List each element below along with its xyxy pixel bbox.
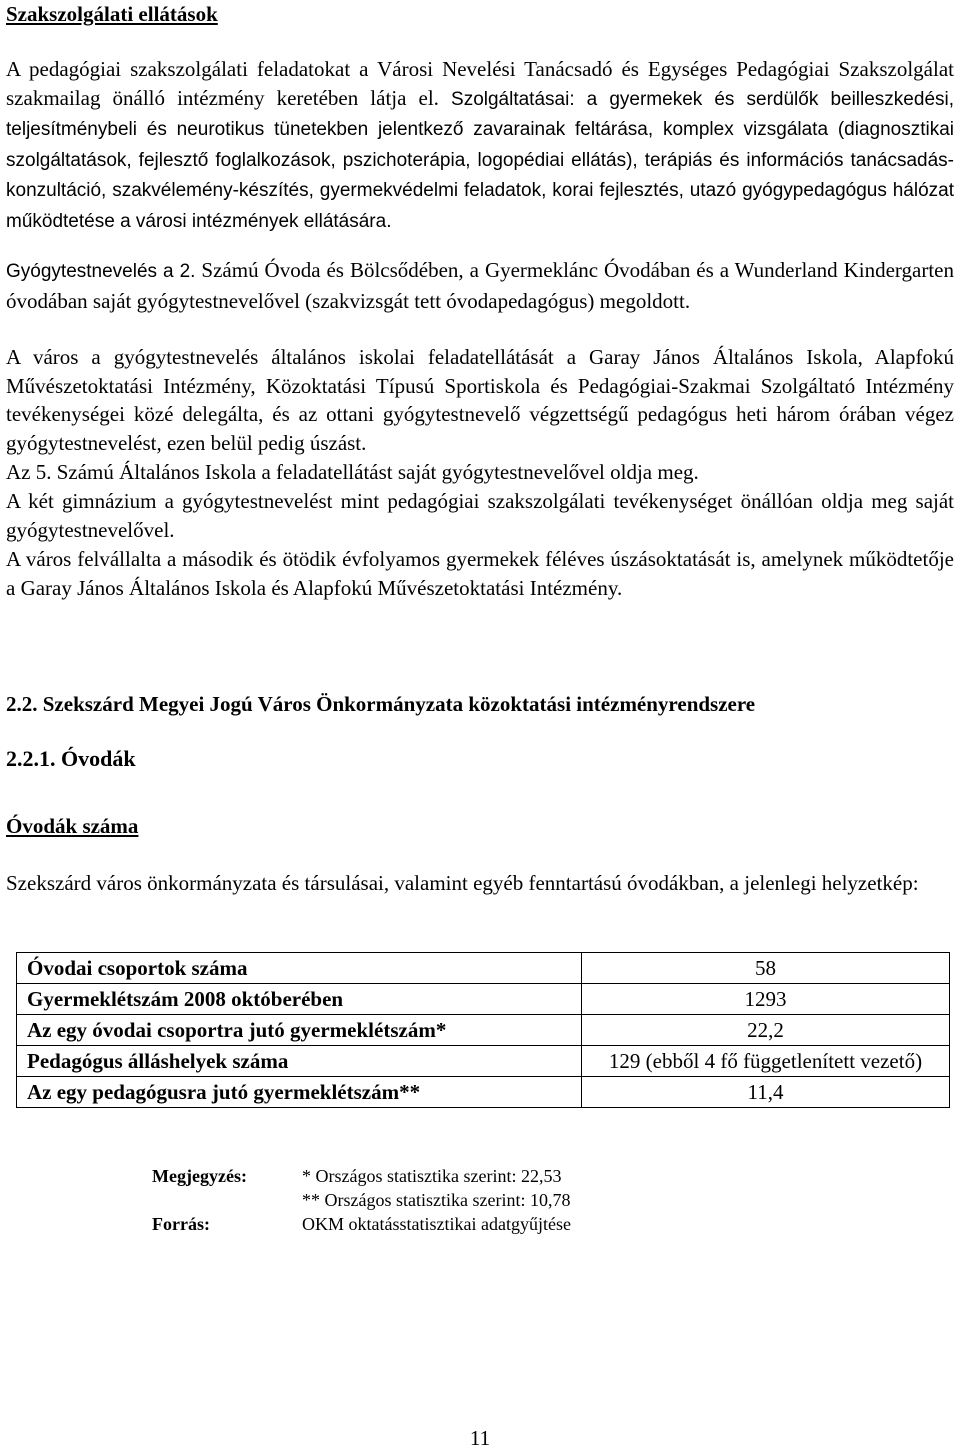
note-text: * Országos statisztika szerint: 22,53 bbox=[302, 1166, 562, 1186]
paragraph-uszas: A város felvállalta a második és ötödik évfolyamos gyermekek féléves úszásoktatását is, amelynek működtetője a Garay János Általános Iskola és Alapfokú Művészetoktatási Intézmény. bbox=[6, 547, 954, 600]
table-row bbox=[17, 953, 950, 984]
source-label: Forrás: bbox=[152, 1214, 210, 1234]
paragraph-intro: Szekszárd város önkormányzata és társulásai, valamint egyéb fenntartású óvodákban, a jelenlegi helyzetkép: bbox=[6, 871, 919, 895]
table-cell-label: Óvodai csoportok száma bbox=[17, 953, 582, 984]
section-heading: 2.2. Szekszárd Megyei Jogú Város Önkormányzata közoktatási intézményrendszere bbox=[6, 692, 756, 716]
page-number: 11 bbox=[469, 1426, 491, 1450]
table-row bbox=[17, 984, 950, 1015]
table-notes bbox=[152, 1164, 571, 1236]
paragraph-varos: A város a gyógytestnevelés általános iskolai feladatellátását a Garay János Általános Iskola, Alapfokú Művészetoktatási Intézmény, Közoktatási Típusú Sportiskola és Pedagógiai-Szakmai Szolgáltató Intézmény tevékenységei közé delegálta, és az ottani gyógytestnevelő végzettségű pedagógus heti három órában végez gyógytestnevelést, ezen belül pedig úszást. bbox=[6, 345, 954, 455]
note-spacer bbox=[152, 1188, 302, 1212]
paragraph-text: A pedagógiai szakszolgálati feladatokat a Városi Nevelési Tanácsadó és Egységes Pedagógiai Szakszolgálat szakmailag önálló intézmény keretében látja el. bbox=[6, 57, 954, 110]
subsection-title: Óvodák száma bbox=[6, 814, 139, 838]
source-text: OKM oktatásstatisztikai adatgyűjtése bbox=[302, 1214, 571, 1234]
table-cell-value: 1293 bbox=[582, 984, 950, 1015]
paragraph-gyogytestneveles bbox=[6, 256, 954, 315]
note-row bbox=[152, 1188, 571, 1212]
table-cell-label: Az egy óvodai csoportra jutó gyermeklétszám* bbox=[17, 1015, 582, 1046]
paragraph-text-services: Szolgáltatásai: a gyermekek és serdülők beilleszkedési, teljesítménybeli és neurotikus tünetekben jelentkező zavarainak feltárása, komplex vizsgálata (diagnosztikai szolgáltatások, fejlesztő foglalkozások, pszichoterápia, logopédiai ellátás), terápiás és információs tanácsadás-konzultáció, szakvélemény-készítés, gyermekvédelmi feladatok, korai fejlesztés, utazó gyógypedagógus hálózat működtetése a városi intézmények ellátására. bbox=[6, 88, 955, 232]
table-cell-value: 22,2 bbox=[582, 1015, 950, 1046]
note-row bbox=[152, 1164, 571, 1188]
table-cell-label: Az egy pedagógusra jutó gyermeklétszám** bbox=[17, 1077, 582, 1108]
note-label: Megjegyzés: bbox=[152, 1166, 247, 1186]
section-title: Szakszolgálati ellátások bbox=[6, 2, 218, 26]
kindergarten-stats-table bbox=[16, 952, 950, 1108]
table-row bbox=[17, 1077, 950, 1108]
paragraph-text-lead: Gyógytestnevelés a 2. bbox=[6, 261, 196, 282]
table-cell-label: Gyermeklétszám 2008 októberében bbox=[17, 984, 582, 1015]
table-cell-value: 129 (ebből 4 fő függetlenített vezető) bbox=[582, 1046, 950, 1077]
table-row bbox=[17, 1015, 950, 1046]
paragraph-gimnazium: A két gimnázium a gyógytestnevelést mint pedagógiai szakszolgálati tevékenységet önállóan oldja meg saját gyógytestnevelővel. bbox=[6, 489, 954, 542]
table-cell-label: Pedagógus álláshelyek száma bbox=[17, 1046, 582, 1077]
source-row bbox=[152, 1212, 571, 1236]
table-cell-value: 11,4 bbox=[582, 1077, 950, 1108]
subsection-heading: 2.2.1. Óvodák bbox=[6, 746, 136, 771]
paragraph-text: Számú Óvoda és Bölcsődében, a Gyermeklánc Óvodában és a Wunderland Kindergarten óvodában saját gyógytestnevelővel (szakvizsgát tett óvodapedagógus) megoldott. bbox=[6, 258, 954, 313]
paragraph-szakszolgalat bbox=[6, 55, 954, 237]
paragraph-iskola: Az 5. Számú Általános Iskola a feladatellátást saját gyógytestnevelővel oldja meg. bbox=[6, 460, 699, 484]
table-cell-value: 58 bbox=[582, 953, 950, 984]
table-row bbox=[17, 1046, 950, 1077]
note-text: ** Országos statisztika szerint: 10,78 bbox=[302, 1190, 571, 1210]
